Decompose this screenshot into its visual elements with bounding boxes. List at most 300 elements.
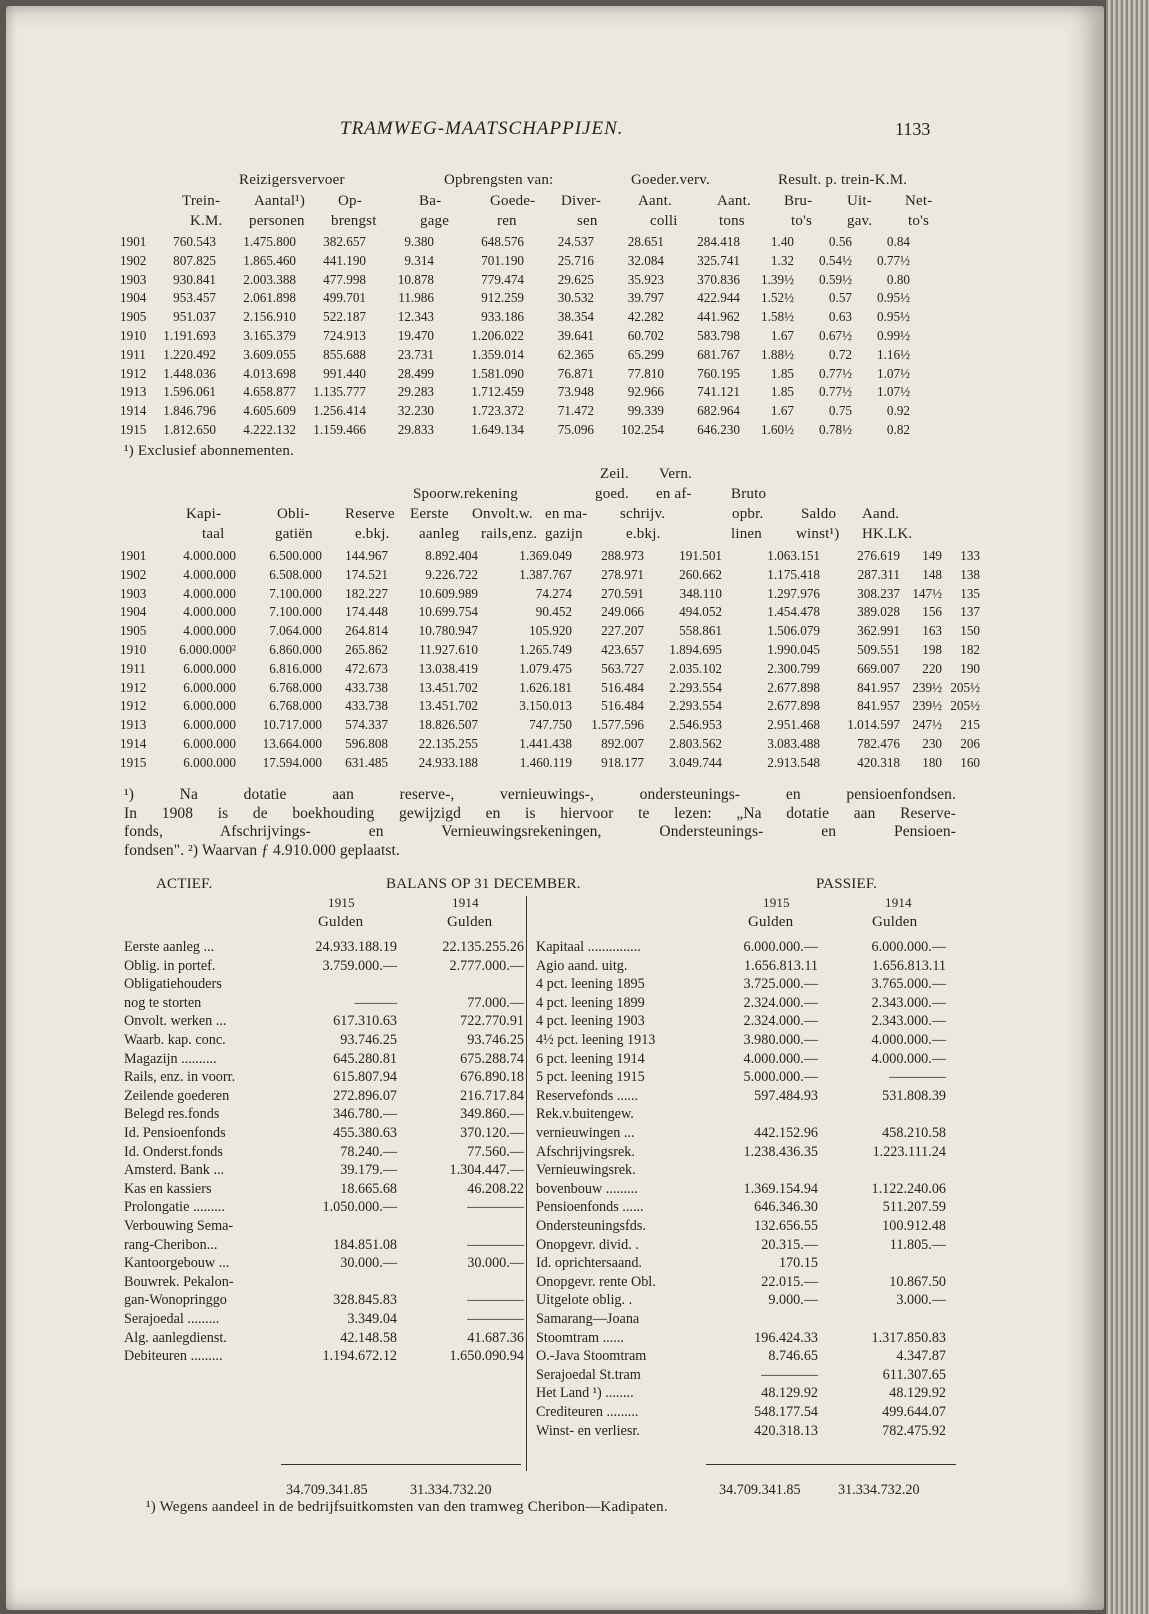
table-cell: 6.860.000	[269, 641, 322, 657]
table-row	[120, 735, 984, 754]
balance-value-1914: 46.208.22	[467, 1180, 524, 1197]
balance-value-1915: 442.152.96	[754, 1125, 818, 1141]
table-cell: 278.971	[601, 566, 644, 582]
table-cell: 74.274	[535, 585, 572, 601]
balance-item-label: Kapitaal ...............	[536, 939, 641, 955]
table1-col-header: Aant.	[717, 193, 751, 209]
table-cell: 4.000.000	[183, 604, 236, 620]
table-cell: 4.658.877	[243, 384, 296, 400]
balance-value-1914: 2.343.000.—	[871, 994, 946, 1011]
table-cell: 841.957	[857, 679, 900, 695]
balance-item-label: Onvolt. werken ...	[124, 1013, 227, 1030]
balance-value-1914: ————	[467, 1292, 524, 1309]
table-cell: 433.738	[345, 679, 388, 695]
row-year: 1910	[120, 641, 147, 657]
table-cell: 265.862	[345, 641, 388, 657]
table-cell: 9.314	[404, 252, 434, 268]
balance-value-1915: 30.000.—	[340, 1255, 397, 1272]
table-cell: 2.293.554	[669, 698, 722, 714]
balance-value-1914: 4.347.87	[896, 1348, 946, 1365]
table1-reizigersvervoer	[120, 233, 914, 440]
balance-value-1915: 646.346.30	[754, 1199, 818, 1216]
balance-title: BALANS OP 31 DECEMBER.	[386, 876, 581, 892]
table-cell: 206	[960, 735, 980, 751]
table2-header: Bruto	[731, 486, 767, 502]
balance-value-1914: 511.207.59	[882, 1199, 946, 1216]
balance-item-label: Serajoedal .........	[124, 1311, 220, 1327]
balance-value-1914: 531.808.39	[882, 1087, 946, 1104]
table1-col-header: ren	[497, 213, 517, 229]
balance-value-1915: 4.000.000.—	[743, 1050, 818, 1067]
table-cell: 39.641	[557, 327, 594, 343]
balance-value-1914: ————	[467, 1199, 524, 1216]
table-cell: 24.933.188	[418, 754, 478, 770]
table-cell: 1.448.036	[163, 365, 216, 381]
balance-value-1915: 39.179.—	[340, 1162, 397, 1179]
table-cell: 0.82	[886, 421, 910, 437]
table-cell: 11.986	[398, 290, 434, 306]
balance-value-1915: 170.15	[778, 1255, 818, 1272]
table-cell: 6.000.000	[183, 660, 236, 676]
balance-value-1915: 48.129.92	[761, 1385, 818, 1402]
table-row	[120, 547, 984, 566]
table-cell: 1.175.418	[767, 566, 820, 582]
balance-value-1914: 3.000.—	[896, 1292, 946, 1309]
balance-value-1914: 2.343.000.—	[871, 1013, 946, 1030]
row-year: 1913	[120, 717, 147, 733]
balance-value-1915: 615.807.94	[333, 1069, 397, 1086]
balance-value-1914: 1.223.111.24	[872, 1143, 946, 1160]
table-cell: 10.878	[397, 271, 434, 287]
table-cell: 13.451.702	[418, 679, 478, 695]
balance-item-label: Alg. aanlegdienst.	[124, 1329, 227, 1346]
table-cell: 1.297.976	[767, 585, 820, 601]
balance-item-label: Crediteuren .........	[536, 1404, 639, 1420]
balance-value-1915: 617.310.63	[333, 1013, 397, 1030]
table-cell: 190	[960, 660, 980, 676]
table-cell: 420.318	[857, 754, 900, 770]
table-cell: 1.85	[770, 365, 794, 381]
balance-value-1915: 5.000.000.—	[743, 1069, 818, 1086]
table-cell: 0.84	[886, 234, 910, 249]
balance-value-1915: 18.665.68	[340, 1180, 397, 1197]
table-cell: 25.716	[557, 252, 594, 268]
table-cell: 2.003.388	[243, 271, 296, 287]
table-cell: 247½	[912, 717, 942, 733]
table-cell: 6.508.000	[269, 566, 322, 582]
table-cell: 1.67	[770, 403, 794, 419]
balance-item-label: Pensioenfonds ......	[536, 1199, 644, 1216]
table-cell: 198	[922, 641, 942, 657]
row-year: 1914	[120, 403, 147, 419]
table-cell: 29.833	[397, 421, 434, 437]
balance-item-label: Debiteuren .........	[124, 1348, 223, 1365]
balance-value-1915: 548.177.54	[754, 1404, 818, 1420]
table-cell: 646.230	[697, 421, 740, 437]
balance-value-1915: 1.656.813.11	[744, 957, 818, 974]
balance-value-1914: 93.746.25	[467, 1032, 524, 1048]
row-year: 1910	[120, 327, 147, 343]
table-cell: 596.808	[345, 735, 388, 751]
balance-item-label: Eerste aanleg ...	[124, 939, 215, 955]
row-year: 1901	[120, 548, 147, 563]
table-cell: 1.256.414	[313, 403, 366, 419]
balance-item-label: Stoomtram ......	[536, 1329, 624, 1346]
table-cell: 62.365	[557, 346, 594, 362]
table-cell: 174.448	[345, 604, 388, 620]
table-cell: 1.39½	[761, 271, 794, 287]
row-year: 1903	[120, 585, 147, 601]
table1-group-header: Opbrengsten van:	[444, 172, 554, 188]
table-cell: 4.000.000	[183, 585, 236, 601]
table-cell: 991.440	[323, 365, 366, 381]
row-year: 1903	[120, 271, 147, 287]
table-cell: 3.083.488	[767, 735, 820, 751]
table-cell: 133	[960, 548, 980, 563]
table-cell: 2.677.898	[767, 698, 820, 714]
balance-value-1915: 1.050.000.—	[322, 1199, 397, 1216]
table-cell: 724.913	[323, 327, 366, 343]
table-cell: 76.871	[557, 365, 594, 381]
balance-value-1914: 370.120.—	[460, 1125, 524, 1141]
table-cell: 325.741	[697, 252, 740, 268]
table2-note-line: ¹) Na dotatie aan reserve-, vernieuwings-, ondersteunings- en pensioenfondsen.	[124, 786, 956, 803]
table-cell: 509.551	[857, 641, 900, 657]
table-cell: 28.651	[627, 234, 664, 249]
table-row	[120, 308, 914, 327]
table-cell: 0.56	[828, 234, 852, 249]
table-cell: 2.035.102	[669, 660, 722, 676]
table-cell: 13.451.702	[418, 698, 478, 714]
table-cell: 191.501	[679, 548, 722, 563]
table-cell: 138	[960, 566, 980, 582]
table2-kapitaal	[120, 547, 984, 773]
table-cell: 3.150.013	[519, 698, 572, 714]
table-cell: 558.861	[679, 623, 722, 639]
table-cell: 276.619	[857, 548, 900, 563]
table-cell: 441.190	[323, 252, 366, 268]
table2-header: Kapi-	[186, 506, 222, 522]
balance-item-label: 4 pct. leening 1903	[536, 1013, 645, 1030]
table-cell: 22.135.255	[418, 735, 478, 751]
table-cell: 382.657	[323, 234, 366, 249]
balance-value-1915: 645.280.81	[333, 1050, 397, 1067]
balance-item-label: Winst- en verliesr.	[536, 1422, 640, 1439]
table-cell: 75.096	[557, 421, 594, 437]
table2-header: Spoorw.rekening	[413, 486, 518, 502]
table1-col-header: K.M.	[190, 213, 223, 229]
table-cell: 782.476	[857, 735, 900, 751]
unit-right: Gulden	[748, 914, 794, 930]
balance-value-1915: 3.725.000.—	[743, 976, 818, 993]
balance-item-label: Samarang—Joana	[536, 1311, 640, 1327]
table-cell: 1.67	[770, 327, 794, 343]
table-cell: 4.000.000	[183, 566, 236, 582]
table-cell: 6.816.000	[269, 660, 322, 676]
table2-header: winst¹)	[796, 526, 840, 542]
balance-item-label: gan-Wonopringgo	[124, 1292, 227, 1309]
table-cell: 13.664.000	[262, 735, 322, 751]
balance-value-1914: 458.210.58	[882, 1125, 946, 1141]
table-cell: 760.195	[697, 365, 740, 381]
table-cell: 9.226.722	[425, 566, 478, 582]
balance-item-label: Id. oprichtersaand.	[536, 1255, 642, 1272]
table-cell: 1.475.800	[243, 234, 296, 249]
table-cell: 10.780.947	[418, 623, 478, 639]
table-cell: 1.596.061	[163, 384, 216, 400]
total-passief-1914: 31.334.732.20	[838, 1482, 920, 1498]
table-cell: 1.506.079	[767, 623, 820, 639]
table-cell: 215	[960, 717, 980, 733]
balance-item-label: Onopgevr. divid. .	[536, 1236, 639, 1253]
balance-item-label: Serajoedal St.tram	[536, 1366, 641, 1383]
balance-value-1915: 8.746.65	[768, 1348, 818, 1365]
table-cell: 19.470	[397, 327, 434, 343]
table-cell: 288.973	[601, 548, 644, 563]
balance-item-label: 4½ pct. leening 1913	[536, 1032, 656, 1048]
table-cell: 29.625	[557, 271, 594, 287]
table1-col-header: Diver-	[561, 193, 602, 209]
table-cell: 1.220.492	[163, 346, 216, 362]
table-cell: 1.32	[770, 252, 794, 268]
balance-item-label: 6 pct. leening 1914	[536, 1050, 645, 1067]
table-cell: 4.000.000	[183, 623, 236, 639]
table-cell: 4.000.000	[183, 548, 236, 563]
balance-item-label: Id. Onderst.fonds	[124, 1143, 223, 1160]
table-cell: 918.177	[601, 754, 644, 770]
table-cell: 12.343	[397, 309, 434, 325]
total-rule-left	[281, 1464, 521, 1465]
balance-item-label: rang-Cheribon...	[124, 1236, 218, 1253]
table-cell: 10.699.754	[418, 604, 478, 620]
balance-value-1915: 346.780.—	[333, 1106, 397, 1123]
table2-header: gatiën	[275, 526, 313, 542]
table-cell: 227.207	[601, 623, 644, 639]
table-cell: 499.701	[323, 290, 366, 306]
balance-actief-title: ACTIEF.	[156, 876, 213, 892]
balance-value-1915: 6.000.000.—	[743, 939, 818, 955]
table-cell: 1.191.693	[163, 327, 216, 343]
balance-item-label: Prolongatie .........	[124, 1199, 225, 1216]
table2-note-line: fondsen". ²) Waarvan ƒ 4.910.000 geplaatst.	[124, 841, 400, 859]
table2-header: Reserve	[345, 506, 395, 522]
table-cell: 149	[922, 548, 942, 563]
balance-value-1915: 597.484.93	[754, 1087, 818, 1104]
table1-col-header: to's	[791, 213, 813, 229]
table-row	[120, 622, 984, 641]
balance-value-1914: 499.644.07	[882, 1404, 946, 1420]
table1-group-header: Goeder.verv.	[631, 172, 710, 188]
table-cell: 1.58½	[761, 309, 794, 325]
balance-value-1914: 1.650.090.94	[449, 1348, 524, 1365]
balance-item-label: Vernieuwingsrek.	[536, 1162, 636, 1179]
year-1914-left: 1914	[452, 895, 479, 910]
table-cell: 348.110	[679, 585, 722, 601]
table-cell: 4.222.132	[243, 421, 296, 437]
balance-value-1914: 611.307.65	[882, 1366, 946, 1383]
table-cell: 92.966	[627, 384, 664, 400]
table-cell: 230	[922, 735, 942, 751]
table-cell: 2.913.548	[767, 754, 820, 770]
table-cell: 682.964	[697, 403, 740, 419]
table-row	[120, 233, 914, 252]
table-cell: 477.998	[323, 271, 366, 287]
table-cell: 1.063.151	[767, 548, 820, 563]
balance-item-label: vernieuwingen ...	[536, 1125, 635, 1141]
table-row	[120, 383, 914, 402]
table-row	[120, 566, 984, 585]
table1-footnote: ¹) Exclusief abonnementen.	[124, 443, 295, 459]
table-cell: 30.532	[557, 290, 594, 306]
table-cell: 205½	[950, 679, 980, 695]
balance-item-label: 5 pct. leening 1915	[536, 1069, 645, 1086]
table-cell: 6.000.000	[183, 754, 236, 770]
table-cell: 0.95½	[877, 309, 910, 325]
table2-header: Saldo	[801, 506, 837, 522]
table-cell: 1.40	[770, 234, 794, 249]
table-cell: 156	[922, 604, 942, 620]
balance-value-1915: 3.349.04	[347, 1311, 397, 1327]
table-cell: 760.543	[173, 234, 216, 249]
table-cell: 1.454.478	[767, 604, 820, 620]
table-cell: 42.282	[627, 309, 664, 325]
balance-item-label: Uitgelote oblig. .	[536, 1292, 633, 1309]
table-cell: 3.049.744	[669, 754, 722, 770]
table-cell: 24.537	[557, 234, 594, 249]
table1-group-header: Result. p. trein-K.M.	[778, 172, 908, 188]
book-page	[6, 6, 1104, 1610]
table1-col-header: tons	[719, 213, 745, 229]
balance-value-1915: 455.380.63	[333, 1125, 397, 1141]
balance-item-label: Kantoorgebouw ...	[124, 1255, 230, 1272]
table-cell: 912.259	[481, 290, 524, 306]
table-row	[120, 641, 984, 660]
year-1914-right: 1914	[885, 895, 912, 910]
balance-item-label: Onopgevr. rente Obl.	[536, 1273, 656, 1290]
table-cell: 422.944	[697, 290, 740, 306]
balance-item-label: Rails, enz. in voorr.	[124, 1069, 236, 1086]
balance-value-1915: 3.759.000.—	[322, 957, 397, 974]
balance-item-label: bovenbouw .........	[536, 1180, 638, 1197]
balance-value-1914: 216.717.84	[460, 1087, 524, 1104]
balance-value-1914: 11.805.—	[889, 1236, 946, 1253]
table2-header: gazijn	[545, 526, 583, 542]
table-cell: 1.52½	[761, 290, 794, 306]
table-cell: 137	[960, 604, 980, 620]
balance-item-label: O.-Java Stoomtram	[536, 1348, 647, 1365]
table2-header: schrijv.	[620, 506, 666, 522]
balance-value-1914: 349.860.—	[460, 1106, 524, 1123]
row-year: 1911	[120, 346, 146, 362]
table-cell: 65.299	[627, 346, 664, 362]
table-cell: 0.77½	[819, 384, 852, 400]
table-cell: 0.77½	[877, 252, 910, 268]
table-cell: 0.77½	[819, 365, 852, 381]
row-year: 1901	[120, 234, 147, 249]
table1-col-header: Goede-	[490, 193, 536, 209]
table-cell: 7.100.000	[269, 604, 322, 620]
unit-left: Gulden	[447, 914, 493, 930]
table2-header: Eerste	[410, 506, 449, 522]
table-cell: 1.359.014	[471, 346, 524, 362]
table-cell: 1.079.475	[519, 660, 572, 676]
table-row	[120, 754, 984, 773]
balance-item-label: Het Land ¹) ........	[536, 1385, 634, 1402]
table-cell: 583.798	[697, 327, 740, 343]
balance-item-label: Belegd res.fonds	[124, 1106, 220, 1123]
table1-col-header: Net-	[905, 193, 933, 209]
balance-footnote: ¹) Wegens aandeel in de bedrijfsuitkomsten van den tramweg Cheribon—Kadipaten.	[146, 1499, 668, 1515]
table-cell: 779.474	[481, 271, 524, 287]
table-cell: 494.052	[679, 604, 722, 620]
page-number: 1133	[895, 119, 931, 139]
table-cell: 1.723.372	[471, 403, 524, 419]
balance-divider	[526, 896, 527, 1471]
table-cell: 1.60½	[761, 421, 794, 437]
table-cell: 1.712.459	[471, 384, 524, 400]
table-cell: 0.80	[886, 271, 910, 287]
table-row	[120, 697, 984, 716]
table-cell: 60.702	[627, 327, 664, 343]
table-cell: 6.000.000	[183, 698, 236, 714]
table-cell: 99.339	[627, 403, 664, 419]
balance-item-label: Verbouwing Sema-	[124, 1218, 234, 1234]
table-cell: 1.846.796	[163, 403, 216, 419]
balance-value-1914: ————	[889, 1069, 946, 1086]
balance-item-label: Kas en kassiers	[124, 1180, 212, 1197]
table-cell: 135	[960, 585, 980, 601]
table-cell: 3.609.055	[243, 346, 296, 362]
table-cell: 148	[922, 566, 942, 582]
balance-item-label: Bouwrek. Pekalon-	[124, 1273, 234, 1290]
table-cell: 0.54½	[819, 252, 852, 268]
table-cell: 1.135.777	[313, 384, 366, 400]
table-cell: 423.657	[601, 641, 644, 657]
balance-value-1915: ————	[761, 1366, 818, 1383]
table2-header: taal	[202, 526, 225, 542]
table2-header: HK.LK.	[862, 526, 913, 542]
table-cell: 855.688	[323, 346, 366, 362]
table-cell: 182.227	[345, 585, 388, 601]
balance-value-1915: 24.933.188.19	[315, 939, 397, 955]
table-cell: 741.121	[697, 384, 740, 400]
table1-col-header: to's	[908, 213, 930, 229]
table-cell: 4.013.698	[243, 365, 296, 381]
table-cell: 6.768.000	[269, 698, 322, 714]
table-cell: 32.084	[627, 252, 664, 268]
table-cell: 260.662	[679, 566, 722, 582]
table-cell: 10.717.000	[262, 717, 322, 733]
table-cell: 669.007	[857, 660, 900, 676]
table-cell: 631.485	[345, 754, 388, 770]
table-cell: 7.064.000	[269, 623, 322, 639]
table-cell: 1.812.650	[163, 421, 216, 437]
table2-header: goed.	[595, 486, 629, 502]
balance-value-1914: ————	[467, 1311, 524, 1327]
table2-header: linen	[731, 526, 762, 542]
balance-item-label: 4 pct. leening 1899	[536, 994, 645, 1011]
balance-value-1915: 3.980.000.—	[743, 1032, 818, 1048]
table-cell: 1.07½	[877, 384, 910, 400]
balance-value-1914: 1.122.240.06	[871, 1180, 946, 1197]
table-cell: 362.991	[857, 623, 900, 639]
balance-value-1914: 676.890.18	[460, 1069, 524, 1086]
balance-value-1914: 77.000.—	[467, 994, 524, 1011]
table-cell: 389.028	[857, 604, 900, 620]
table-cell: 180	[922, 754, 942, 770]
table-cell: 239½	[912, 698, 942, 714]
total-actief-1915: 34.709.341.85	[286, 1482, 368, 1498]
